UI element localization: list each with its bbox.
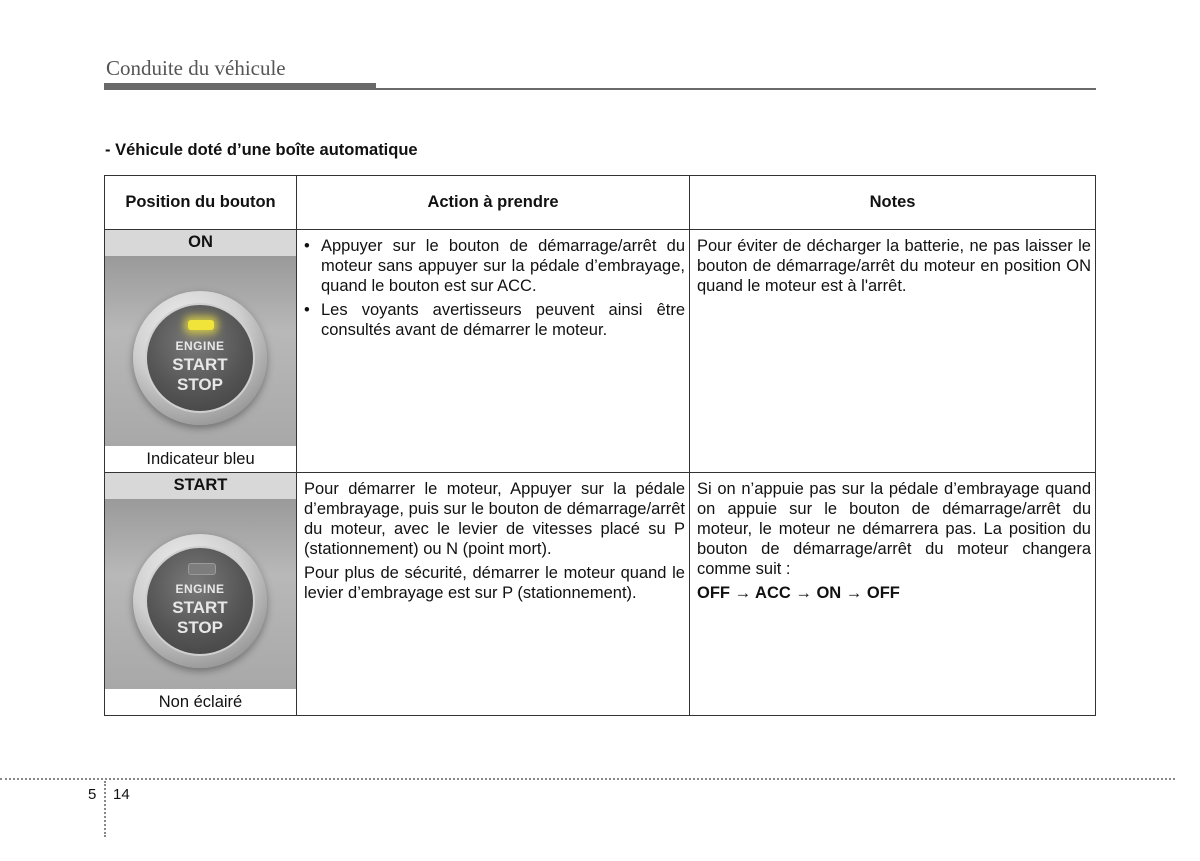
- button-text-engine: ENGINE: [175, 582, 225, 596]
- footer-vertical-divider: [104, 781, 106, 837]
- engine-button-image: [105, 256, 296, 446]
- position-caption: Indicateur bleu: [105, 446, 296, 472]
- button-text-engine: ENGINE: [175, 339, 225, 353]
- engine-button-bezel: [133, 534, 267, 668]
- column-header-action: Action à prendre: [297, 176, 690, 230]
- list-item: • Les voyants avertisseurs peuvent ainsi être consultés avant de démarrer le moteur.: [304, 300, 685, 340]
- table-header-row: [105, 176, 1096, 230]
- engine-button-face: [145, 303, 255, 413]
- position-cell: [105, 473, 297, 716]
- engine-button-face: [145, 546, 255, 656]
- button-text-start: START: [172, 598, 228, 617]
- action-cell: [297, 230, 690, 473]
- table-row: [105, 473, 1096, 716]
- action-cell: [297, 473, 690, 716]
- list-item: • Appuyer sur le bouton de démarrage/arrêt du moteur sans appuyer sur la pédale d’embrayage, quand le bouton est sur ACC.: [304, 236, 685, 296]
- footer-divider: [0, 778, 1175, 780]
- engine-button-bezel: [133, 291, 267, 425]
- column-header-notes: Notes: [690, 176, 1096, 230]
- button-text-stop: STOP: [177, 375, 223, 394]
- button-text-stop: STOP: [177, 618, 223, 637]
- table-row: [105, 230, 1096, 473]
- position-cell: [105, 230, 297, 473]
- column-header-position: Position du bouton: [105, 176, 297, 230]
- position-label: ON: [105, 230, 296, 256]
- section-heading: - Véhicule doté d’une boîte automatique: [105, 141, 418, 159]
- page-number: 14: [113, 786, 130, 803]
- action-text: Pour démarrer le moteur, Appuyer sur la pédale d’embrayage, puis sur le bouton de démarrage/arrêt du moteur, avec le levier de vitesses placé su P (stationnement) ou N (point mort).: [304, 480, 685, 558]
- page-header-title: Conduite du véhicule: [106, 56, 286, 80]
- button-text-start: START: [172, 355, 228, 374]
- notes-text: Pour éviter de décharger la batterie, ne pas laisser le bouton de démarrage/arrêt du moteur en position ON quand le moteur est à l'arrêt.: [697, 237, 1091, 295]
- chapter-number: 5: [88, 786, 97, 803]
- indicator-led-icon: [188, 563, 216, 575]
- position-sequence: OFF → ACC → ON → OFF: [697, 584, 900, 602]
- position-label: START: [105, 473, 296, 499]
- header-rule: [104, 88, 1096, 90]
- position-caption: Non éclairé: [105, 689, 296, 715]
- action-list: [304, 236, 685, 340]
- engine-button-image: [105, 499, 296, 689]
- start-button-table: [104, 175, 1096, 716]
- action-text: Pour plus de sécurité, démarrer le moteur quand le levier d’embrayage est sur P (stationnement).: [304, 564, 685, 602]
- notes-cell: [690, 230, 1096, 473]
- indicator-led-icon: [188, 320, 214, 330]
- notes-cell: [690, 473, 1096, 716]
- notes-text: Si on n’appuie pas sur la pédale d’embrayage quand on appuie sur le bouton de démarrage/arrêt du moteur, le moteur ne démarrera pas. La position du bouton de démarrage/arrêt du moteur changera comme suit :: [697, 480, 1091, 578]
